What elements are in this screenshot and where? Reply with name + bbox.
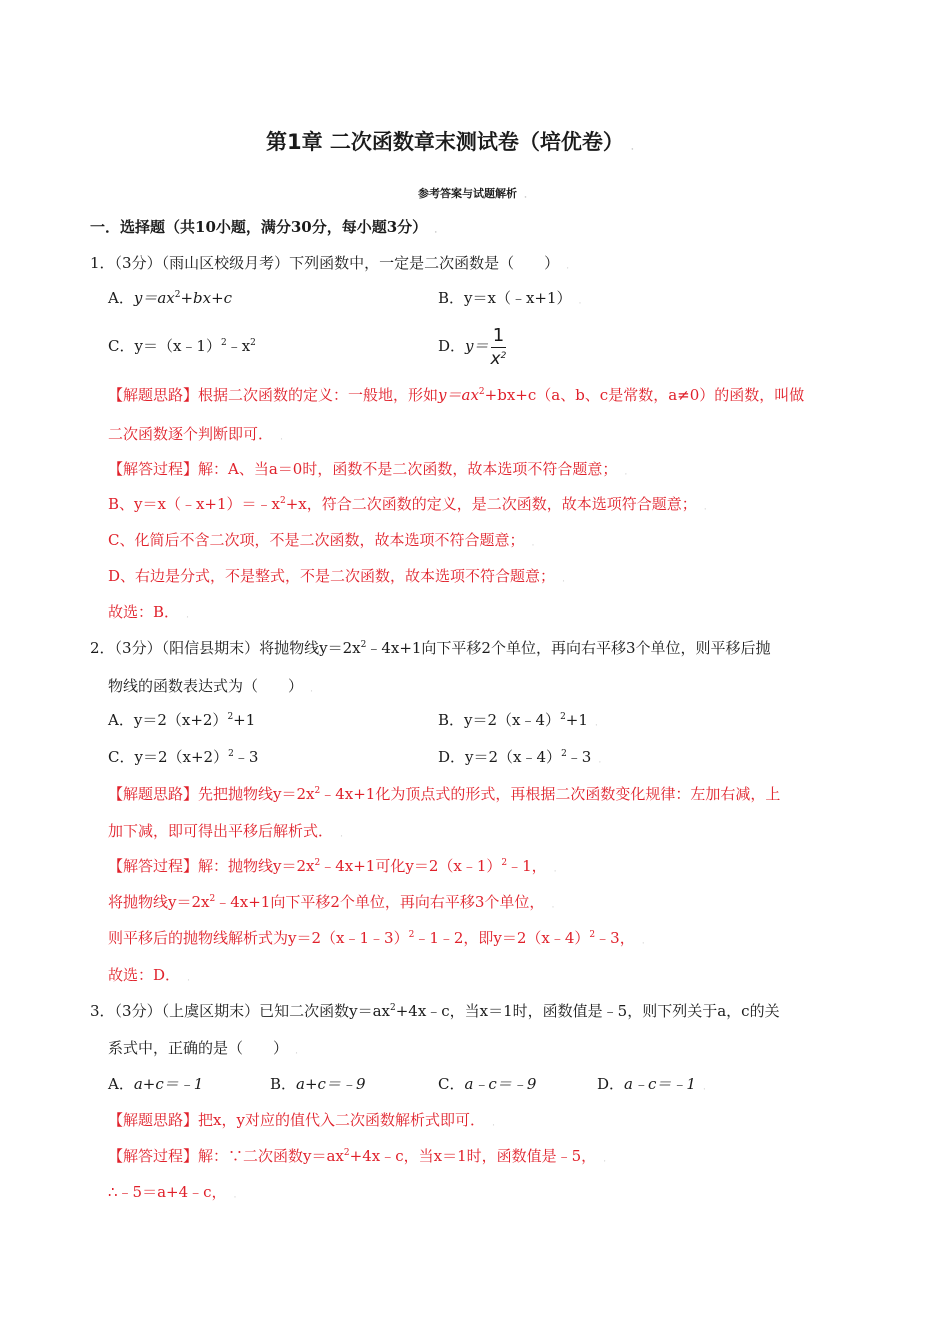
question-1-option-d: D．y＝ $\frac{1}{x^2}$ <box>438 324 507 369</box>
fraction: $\frac{1}{x^2}$ <box>490 324 507 369</box>
question-2-answer: 故选：D． ﹒ <box>108 966 195 984</box>
question-1-answer: 故选：B． ﹒ <box>108 603 194 621</box>
question-2-option-c: C．$y=2(x+2)^2﹣3$ <box>108 748 259 766</box>
question-2-idea-line-2: 加下减，即可得出平移后解析式． ﹒ <box>108 822 348 840</box>
question-1-process-b: B、$y=x(﹣x+1)=﹣x^2+x$，符合二次函数的定义，是二次函数，故本选项符合题意； ﹒ <box>108 495 711 513</box>
question-2-stem: 2．（3分）（阳信县期末）将抛物线$y=2x^2﹣4x+1$向下平移2个单位，再向右平移3个单位，则平移后抛 <box>90 639 771 657</box>
question-1-process-d: D、右边是分式，不是整式，不是二次函数，故本选项不符合题意； ﹒ <box>108 567 570 585</box>
section-heading: 一．选择题（共10小题，满分30分，每小题3分） ﹒ <box>90 218 442 236</box>
question-3-stem: 3．（3分）（上虞区期末）已知二次函数$y=ax^2+4x﹣c$，当x＝1时，函数值是﹣5，则下列关于a，c的关 <box>90 1002 780 1020</box>
question-2-process: 【解答过程】解：抛物线$y=2x^2﹣4x+1$可化y＝2（x﹣1）$^2$﹣1， ﹒ <box>108 857 561 875</box>
question-1-option-a: A．$y=ax^2+bx+c$ <box>108 289 233 307</box>
question-1-process-c: C、化简后不含二次项，不是二次函数，故本选项不符合题意； ﹒ <box>108 531 539 549</box>
question-3-idea: 【解题思路】把x，y对应的值代入二次函数解析式即可． ﹒ <box>108 1111 499 1129</box>
question-2-idea: 【解题思路】先把抛物线$y=2x^2﹣4x+1$化为顶点式的形式，再根据二次函数变化规律：左加右减，上 <box>108 785 781 803</box>
question-1-stem: 1．（3分）（雨山区校级月考）下列函数中，一定是二次函数是（ ） ﹒ <box>90 254 574 272</box>
page-title: 第1章 二次函数章末测试卷（培优卷） ﹒ <box>266 130 638 154</box>
question-3-option-c: C．a﹣c＝﹣9 <box>438 1075 537 1093</box>
question-2-process-line-3: 则平移后的抛物线解析式为y＝2（x﹣1﹣3）$^2$﹣1﹣2，即y＝2（x﹣4）$^2$﹣3， ﹒ <box>108 929 649 947</box>
question-3-option-d: D．a﹣c＝﹣1 ﹒ <box>597 1075 710 1093</box>
question-2-stem-line-2: 物线的函数表达式为（ ） ﹒ <box>108 677 318 695</box>
page-subtitle: 参考答案与试题解析 ﹒ <box>418 187 531 200</box>
question-2-process-line-2: 将抛物线$y=2x^2﹣4x+1$向下平移2个单位，再向右平移3个单位， ﹒ <box>108 893 559 911</box>
question-3-process-line-2: ∴﹣5＝a+4﹣c， ﹒ <box>108 1183 241 1201</box>
question-3-stem-line-2: 系式中，正确的是（ ） ﹒ <box>108 1039 303 1057</box>
question-3-option-a: A．a+c＝﹣1 <box>108 1075 204 1093</box>
question-2-option-d: D．y＝2（x﹣4）$^2$﹣3 ﹒ <box>438 748 606 766</box>
question-3-option-b: B．a+c＝﹣9 <box>270 1075 366 1093</box>
question-2-option-b: B．y＝2（x﹣4）$^2$+1 ﹒ <box>438 711 602 729</box>
question-1-option-b: B．y＝x（﹣x+1） ﹒ <box>438 289 586 307</box>
question-1-option-c: C．$y=(x﹣1)^2﹣x^2$ <box>108 337 256 355</box>
question-1-idea-line-2: 二次函数逐个判断即可． ﹒ <box>108 425 288 443</box>
question-2-option-a: A．$y=2(x+2)^2+1$ <box>108 711 256 729</box>
question-1-process: 【解答过程】解：A、当a＝0时，函数不是二次函数，故本选项不符合题意； ﹒ <box>108 460 632 478</box>
question-3-process: 【解答过程】解：∵二次函数$y=ax^2+4x﹣c$，当x＝1时，函数值是﹣5， ﹒ <box>108 1147 611 1165</box>
question-1-idea: 【解题思路】根据二次函数的定义：一般地，形如$y=ax^2+bx+c(a$、b、c是常数，a≠0）的函数，叫做 <box>108 386 805 404</box>
